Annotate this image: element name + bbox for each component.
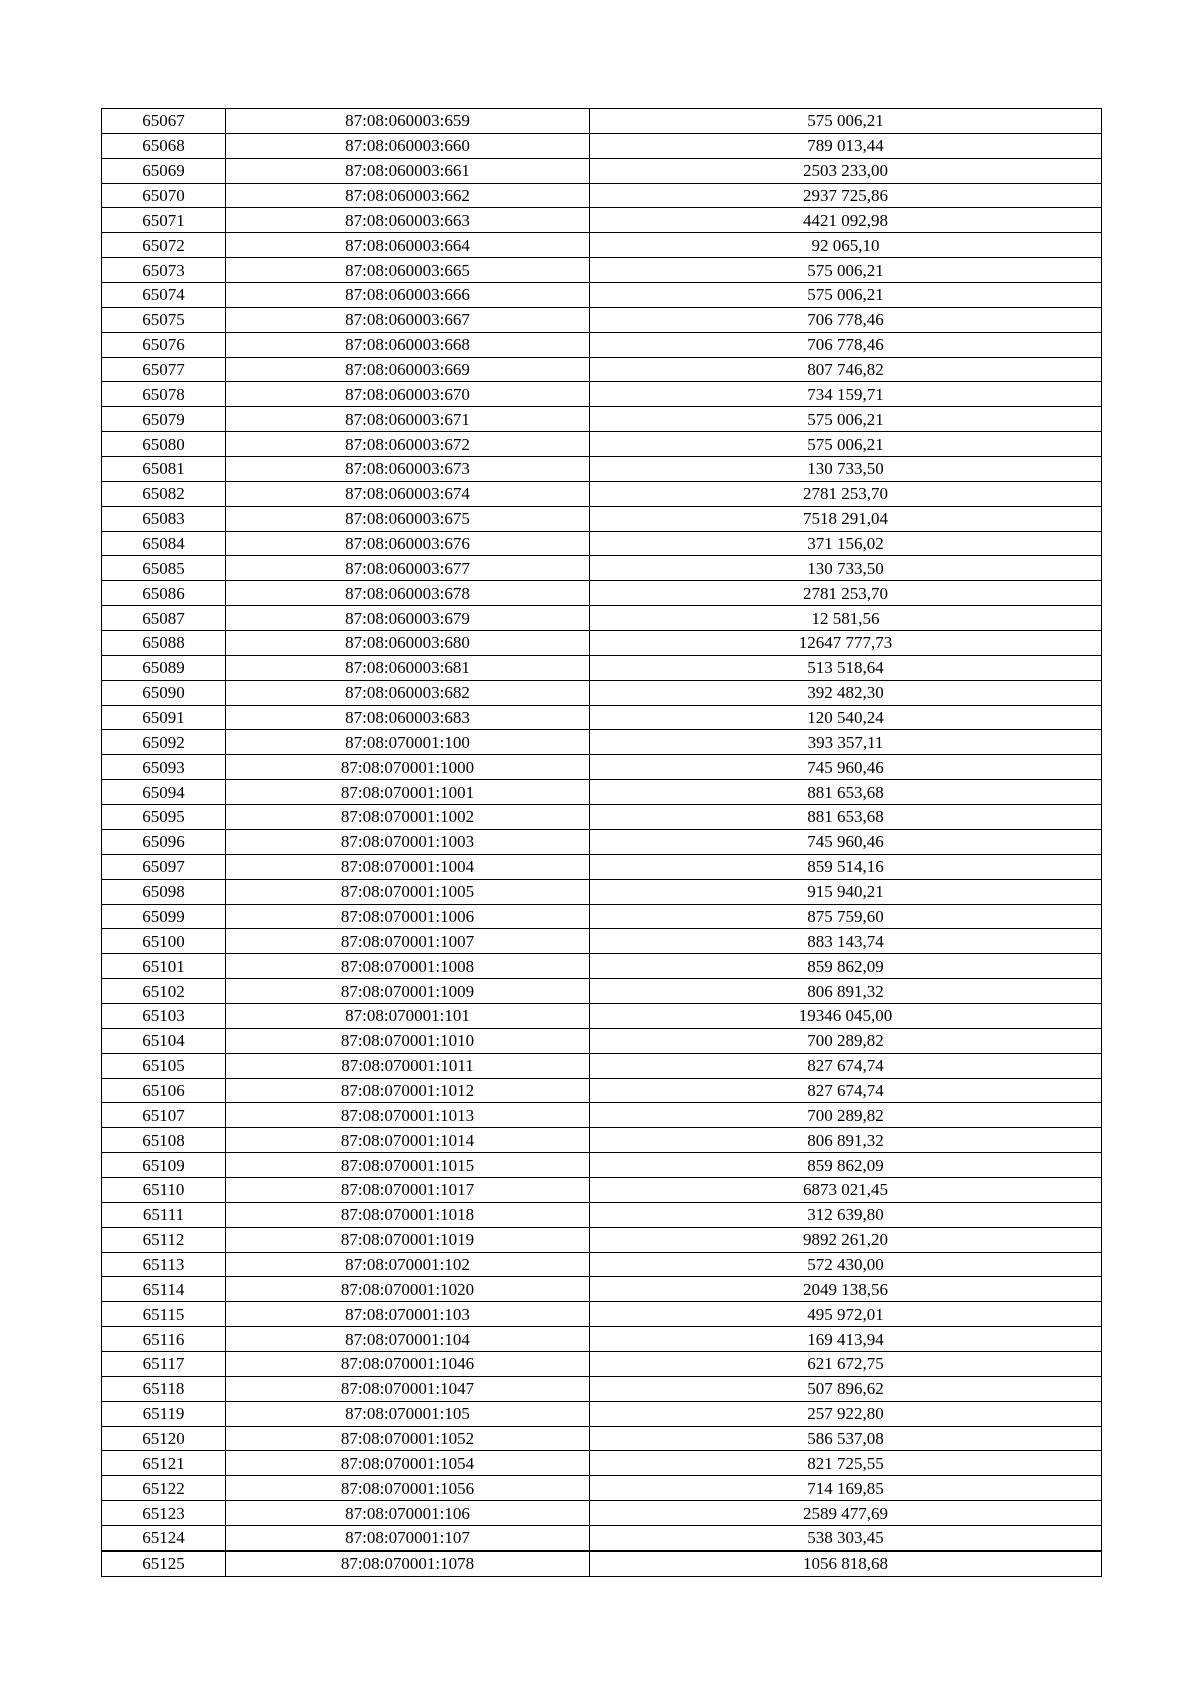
cadastral-value-cell: 575 006,21 bbox=[590, 432, 1102, 457]
row-number-cell: 65094 bbox=[102, 780, 226, 805]
cadastral-value-cell: 875 759,60 bbox=[590, 904, 1102, 929]
cadastral-number-cell: 87:08:060003:666 bbox=[226, 283, 590, 308]
table-row bbox=[102, 1128, 1102, 1153]
table-row bbox=[102, 283, 1102, 308]
cadastral-value-cell: 700 289,82 bbox=[590, 1103, 1102, 1128]
cadastral-value-cell: 92 065,10 bbox=[590, 233, 1102, 258]
cadastral-number-cell: 87:08:060003:682 bbox=[226, 680, 590, 705]
row-number-cell: 65112 bbox=[102, 1227, 226, 1252]
cadastral-number-cell: 87:08:060003:679 bbox=[226, 606, 590, 631]
row-number-cell: 65067 bbox=[102, 109, 226, 134]
table-row bbox=[102, 432, 1102, 457]
table-row bbox=[102, 1078, 1102, 1103]
cadastral-value-cell: 859 514,16 bbox=[590, 854, 1102, 879]
cadastral-value-cell: 915 940,21 bbox=[590, 879, 1102, 904]
table-row bbox=[102, 109, 1102, 134]
cadastral-number-cell: 87:08:070001:1014 bbox=[226, 1128, 590, 1153]
table-row bbox=[102, 1327, 1102, 1352]
cadastral-number-cell: 87:08:060003:678 bbox=[226, 581, 590, 606]
row-number-cell: 65087 bbox=[102, 606, 226, 631]
row-number-cell: 65122 bbox=[102, 1476, 226, 1501]
cadastral-number-cell: 87:08:070001:104 bbox=[226, 1327, 590, 1352]
table-row bbox=[102, 805, 1102, 830]
row-number-cell: 65071 bbox=[102, 208, 226, 233]
table-row bbox=[102, 904, 1102, 929]
row-number-cell: 65113 bbox=[102, 1252, 226, 1277]
cadastral-value-cell: 827 674,74 bbox=[590, 1078, 1102, 1103]
cadastral-value-cell: 745 960,46 bbox=[590, 829, 1102, 854]
cadastral-value-cell: 575 006,21 bbox=[590, 283, 1102, 308]
row-number-cell: 65088 bbox=[102, 631, 226, 656]
row-number-cell: 65084 bbox=[102, 531, 226, 556]
row-number-cell: 65076 bbox=[102, 332, 226, 357]
table-row bbox=[102, 183, 1102, 208]
row-number-cell: 65082 bbox=[102, 481, 226, 506]
row-number-cell: 65107 bbox=[102, 1103, 226, 1128]
cadastral-number-cell: 87:08:060003:667 bbox=[226, 307, 590, 332]
cadastral-value-cell: 2781 253,70 bbox=[590, 481, 1102, 506]
row-number-cell: 65101 bbox=[102, 954, 226, 979]
cadastral-number-cell: 87:08:070001:1001 bbox=[226, 780, 590, 805]
cadastral-number-cell: 87:08:060003:659 bbox=[226, 109, 590, 134]
row-number-cell: 65077 bbox=[102, 357, 226, 382]
row-number-cell: 65111 bbox=[102, 1202, 226, 1227]
cadastral-value-cell: 859 862,09 bbox=[590, 1153, 1102, 1178]
row-number-cell: 65104 bbox=[102, 1028, 226, 1053]
table-row bbox=[102, 1202, 1102, 1227]
row-number-cell: 65121 bbox=[102, 1451, 226, 1476]
cadastral-value-cell: 2049 138,56 bbox=[590, 1277, 1102, 1302]
table-row bbox=[102, 979, 1102, 1004]
cadastral-number-cell: 87:08:060003:680 bbox=[226, 631, 590, 656]
cadastral-number-cell: 87:08:060003:672 bbox=[226, 432, 590, 457]
row-number-cell: 65091 bbox=[102, 705, 226, 730]
cadastral-number-cell: 87:08:060003:673 bbox=[226, 457, 590, 482]
cadastral-value-cell: 2937 725,86 bbox=[590, 183, 1102, 208]
row-number-cell: 65089 bbox=[102, 655, 226, 680]
cadastral-number-cell: 87:08:070001:1008 bbox=[226, 954, 590, 979]
cadastral-value-cell: 12647 777,73 bbox=[590, 631, 1102, 656]
cadastral-number-cell: 87:08:060003:670 bbox=[226, 382, 590, 407]
table-row bbox=[102, 879, 1102, 904]
table-row bbox=[102, 655, 1102, 680]
row-number-cell: 65115 bbox=[102, 1302, 226, 1327]
table-body bbox=[102, 109, 1102, 1577]
row-number-cell: 65086 bbox=[102, 581, 226, 606]
cadastral-number-cell: 87:08:060003:661 bbox=[226, 158, 590, 183]
row-number-cell: 65081 bbox=[102, 457, 226, 482]
cadastral-value-cell: 4421 092,98 bbox=[590, 208, 1102, 233]
table-row bbox=[102, 1476, 1102, 1501]
table-row bbox=[102, 506, 1102, 531]
row-number-cell: 65073 bbox=[102, 258, 226, 283]
table-row bbox=[102, 481, 1102, 506]
cadastral-value-cell: 2503 233,00 bbox=[590, 158, 1102, 183]
cadastral-number-cell: 87:08:070001:1056 bbox=[226, 1476, 590, 1501]
cadastral-number-cell: 87:08:060003:671 bbox=[226, 407, 590, 432]
row-number-cell: 65080 bbox=[102, 432, 226, 457]
cadastral-value-cell: 621 672,75 bbox=[590, 1351, 1102, 1376]
table-row bbox=[102, 332, 1102, 357]
row-number-cell: 65119 bbox=[102, 1401, 226, 1426]
table-row bbox=[102, 357, 1102, 382]
cadastral-number-cell: 87:08:070001:101 bbox=[226, 1003, 590, 1028]
row-number-cell: 65116 bbox=[102, 1327, 226, 1352]
cadastral-value-cell: 700 289,82 bbox=[590, 1028, 1102, 1053]
cadastral-number-cell: 87:08:070001:1002 bbox=[226, 805, 590, 830]
table-row bbox=[102, 1153, 1102, 1178]
cadastral-value-cell: 312 639,80 bbox=[590, 1202, 1102, 1227]
cadastral-value-cell: 130 733,50 bbox=[590, 457, 1102, 482]
cadastral-number-cell: 87:08:060003:663 bbox=[226, 208, 590, 233]
table-row bbox=[102, 1227, 1102, 1252]
cadastral-value-cell: 821 725,55 bbox=[590, 1451, 1102, 1476]
table-row bbox=[102, 1053, 1102, 1078]
row-number-cell: 65118 bbox=[102, 1376, 226, 1401]
cadastral-value-cell: 371 156,02 bbox=[590, 531, 1102, 556]
cadastral-value-cell: 789 013,44 bbox=[590, 133, 1102, 158]
table-row bbox=[102, 233, 1102, 258]
row-number-cell: 65075 bbox=[102, 307, 226, 332]
cadastral-value-cell: 513 518,64 bbox=[590, 655, 1102, 680]
row-number-cell: 65102 bbox=[102, 979, 226, 1004]
cadastral-number-cell: 87:08:070001:1015 bbox=[226, 1153, 590, 1178]
cadastral-number-cell: 87:08:070001:105 bbox=[226, 1401, 590, 1426]
cadastral-value-cell: 806 891,32 bbox=[590, 979, 1102, 1004]
cadastral-value-cell: 881 653,68 bbox=[590, 780, 1102, 805]
row-number-cell: 65092 bbox=[102, 730, 226, 755]
row-number-cell: 65093 bbox=[102, 755, 226, 780]
table-row bbox=[102, 1351, 1102, 1376]
row-number-cell: 65078 bbox=[102, 382, 226, 407]
cadastral-value-cell: 572 430,00 bbox=[590, 1252, 1102, 1277]
cadastral-number-cell: 87:08:060003:674 bbox=[226, 481, 590, 506]
cadastral-number-cell: 87:08:070001:1018 bbox=[226, 1202, 590, 1227]
cadastral-value-cell: 1056 818,68 bbox=[590, 1551, 1102, 1576]
cadastral-number-cell: 87:08:060003:677 bbox=[226, 556, 590, 581]
cadastral-number-cell: 87:08:070001:1019 bbox=[226, 1227, 590, 1252]
cadastral-value-cell: 714 169,85 bbox=[590, 1476, 1102, 1501]
cadastral-number-cell: 87:08:070001:1052 bbox=[226, 1426, 590, 1451]
row-number-cell: 65103 bbox=[102, 1003, 226, 1028]
cadastral-value-cell: 507 896,62 bbox=[590, 1376, 1102, 1401]
cadastral-number-cell: 87:08:070001:107 bbox=[226, 1525, 590, 1550]
table-row bbox=[102, 705, 1102, 730]
cadastral-number-cell: 87:08:070001:1003 bbox=[226, 829, 590, 854]
cadastral-value-cell: 575 006,21 bbox=[590, 258, 1102, 283]
cadastral-number-cell: 87:08:070001:1047 bbox=[226, 1376, 590, 1401]
cadastral-value-table bbox=[101, 108, 1102, 1577]
row-number-cell: 65090 bbox=[102, 680, 226, 705]
cadastral-value-cell: 706 778,46 bbox=[590, 332, 1102, 357]
table-row bbox=[102, 208, 1102, 233]
cadastral-value-cell: 19346 045,00 bbox=[590, 1003, 1102, 1028]
cadastral-number-cell: 87:08:060003:668 bbox=[226, 332, 590, 357]
cadastral-value-cell: 745 960,46 bbox=[590, 755, 1102, 780]
table-row bbox=[102, 556, 1102, 581]
row-number-cell: 65105 bbox=[102, 1053, 226, 1078]
table-row bbox=[102, 1003, 1102, 1028]
cadastral-value-cell: 9892 261,20 bbox=[590, 1227, 1102, 1252]
cadastral-number-cell: 87:08:060003:681 bbox=[226, 655, 590, 680]
cadastral-number-cell: 87:08:070001:1020 bbox=[226, 1277, 590, 1302]
cadastral-value-cell: 2781 253,70 bbox=[590, 581, 1102, 606]
cadastral-value-cell: 6873 021,45 bbox=[590, 1177, 1102, 1202]
cadastral-value-cell: 2589 477,69 bbox=[590, 1501, 1102, 1526]
row-number-cell: 65108 bbox=[102, 1128, 226, 1153]
cadastral-number-cell: 87:08:070001:1007 bbox=[226, 929, 590, 954]
table-row bbox=[102, 531, 1102, 556]
cadastral-number-cell: 87:08:070001:1012 bbox=[226, 1078, 590, 1103]
table-row bbox=[102, 1028, 1102, 1053]
table-row bbox=[102, 1551, 1102, 1576]
cadastral-value-cell: 734 159,71 bbox=[590, 382, 1102, 407]
cadastral-value-cell: 538 303,45 bbox=[590, 1525, 1102, 1550]
cadastral-number-cell: 87:08:070001:1054 bbox=[226, 1451, 590, 1476]
cadastral-number-cell: 87:08:070001:1010 bbox=[226, 1028, 590, 1053]
table-row bbox=[102, 581, 1102, 606]
cadastral-value-cell: 575 006,21 bbox=[590, 407, 1102, 432]
cadastral-value-cell: 120 540,24 bbox=[590, 705, 1102, 730]
row-number-cell: 65074 bbox=[102, 283, 226, 308]
table-row bbox=[102, 1177, 1102, 1202]
cadastral-number-cell: 87:08:070001:1017 bbox=[226, 1177, 590, 1202]
row-number-cell: 65068 bbox=[102, 133, 226, 158]
row-number-cell: 65109 bbox=[102, 1153, 226, 1178]
table-row bbox=[102, 407, 1102, 432]
cadastral-number-cell: 87:08:060003:683 bbox=[226, 705, 590, 730]
cadastral-number-cell: 87:08:060003:665 bbox=[226, 258, 590, 283]
row-number-cell: 65125 bbox=[102, 1551, 226, 1576]
table-row bbox=[102, 1451, 1102, 1476]
row-number-cell: 65097 bbox=[102, 854, 226, 879]
cadastral-value-cell: 827 674,74 bbox=[590, 1053, 1102, 1078]
row-number-cell: 65096 bbox=[102, 829, 226, 854]
cadastral-number-cell: 87:08:070001:1013 bbox=[226, 1103, 590, 1128]
row-number-cell: 65106 bbox=[102, 1078, 226, 1103]
cadastral-value-cell: 706 778,46 bbox=[590, 307, 1102, 332]
table-row bbox=[102, 1103, 1102, 1128]
row-number-cell: 65100 bbox=[102, 929, 226, 954]
row-number-cell: 65069 bbox=[102, 158, 226, 183]
table-row bbox=[102, 680, 1102, 705]
table-row bbox=[102, 829, 1102, 854]
cadastral-number-cell: 87:08:070001:1000 bbox=[226, 755, 590, 780]
row-number-cell: 65098 bbox=[102, 879, 226, 904]
row-number-cell: 65079 bbox=[102, 407, 226, 432]
row-number-cell: 65117 bbox=[102, 1351, 226, 1376]
cadastral-value-cell: 495 972,01 bbox=[590, 1302, 1102, 1327]
cadastral-value-cell: 130 733,50 bbox=[590, 556, 1102, 581]
cadastral-value-cell: 393 357,11 bbox=[590, 730, 1102, 755]
cadastral-number-cell: 87:08:070001:1006 bbox=[226, 904, 590, 929]
cadastral-number-cell: 87:08:070001:103 bbox=[226, 1302, 590, 1327]
table-row bbox=[102, 854, 1102, 879]
cadastral-value-cell: 257 922,80 bbox=[590, 1401, 1102, 1426]
row-number-cell: 65124 bbox=[102, 1525, 226, 1550]
row-number-cell: 65099 bbox=[102, 904, 226, 929]
row-number-cell: 65095 bbox=[102, 805, 226, 830]
table-row bbox=[102, 1376, 1102, 1401]
row-number-cell: 65085 bbox=[102, 556, 226, 581]
table-row bbox=[102, 1277, 1102, 1302]
table-row bbox=[102, 1302, 1102, 1327]
cadastral-value-cell: 883 143,74 bbox=[590, 929, 1102, 954]
row-number-cell: 65072 bbox=[102, 233, 226, 258]
table-row bbox=[102, 954, 1102, 979]
row-number-cell: 65114 bbox=[102, 1277, 226, 1302]
cadastral-value-cell: 575 006,21 bbox=[590, 109, 1102, 134]
cadastral-value-cell: 586 537,08 bbox=[590, 1426, 1102, 1451]
cadastral-number-cell: 87:08:070001:1005 bbox=[226, 879, 590, 904]
cadastral-number-cell: 87:08:070001:1046 bbox=[226, 1351, 590, 1376]
table-row bbox=[102, 133, 1102, 158]
cadastral-value-cell: 806 891,32 bbox=[590, 1128, 1102, 1153]
table-row bbox=[102, 929, 1102, 954]
table-row bbox=[102, 631, 1102, 656]
row-number-cell: 65120 bbox=[102, 1426, 226, 1451]
table-row bbox=[102, 1401, 1102, 1426]
table-row bbox=[102, 258, 1102, 283]
cadastral-number-cell: 87:08:070001:1011 bbox=[226, 1053, 590, 1078]
cadastral-value-cell: 881 653,68 bbox=[590, 805, 1102, 830]
cadastral-number-cell: 87:08:070001:102 bbox=[226, 1252, 590, 1277]
cadastral-number-cell: 87:08:060003:675 bbox=[226, 506, 590, 531]
row-number-cell: 65083 bbox=[102, 506, 226, 531]
cadastral-value-cell: 807 746,82 bbox=[590, 357, 1102, 382]
table-row bbox=[102, 382, 1102, 407]
cadastral-value-cell: 392 482,30 bbox=[590, 680, 1102, 705]
table-row bbox=[102, 1501, 1102, 1526]
table-row bbox=[102, 730, 1102, 755]
cadastral-number-cell: 87:08:070001:100 bbox=[226, 730, 590, 755]
cadastral-number-cell: 87:08:070001:1009 bbox=[226, 979, 590, 1004]
table-row bbox=[102, 307, 1102, 332]
cadastral-value-cell: 169 413,94 bbox=[590, 1327, 1102, 1352]
cadastral-value-cell: 7518 291,04 bbox=[590, 506, 1102, 531]
row-number-cell: 65123 bbox=[102, 1501, 226, 1526]
table-row bbox=[102, 606, 1102, 631]
table-row bbox=[102, 1252, 1102, 1277]
table-row bbox=[102, 1525, 1102, 1550]
table-row bbox=[102, 457, 1102, 482]
cadastral-number-cell: 87:08:070001:1078 bbox=[226, 1551, 590, 1576]
cadastral-number-cell: 87:08:070001:1004 bbox=[226, 854, 590, 879]
cadastral-number-cell: 87:08:060003:660 bbox=[226, 133, 590, 158]
cadastral-number-cell: 87:08:060003:669 bbox=[226, 357, 590, 382]
cadastral-number-cell: 87:08:060003:676 bbox=[226, 531, 590, 556]
table-row bbox=[102, 1426, 1102, 1451]
table-row bbox=[102, 755, 1102, 780]
cadastral-value-cell: 859 862,09 bbox=[590, 954, 1102, 979]
table-row bbox=[102, 158, 1102, 183]
row-number-cell: 65110 bbox=[102, 1177, 226, 1202]
cadastral-number-cell: 87:08:060003:664 bbox=[226, 233, 590, 258]
row-number-cell: 65070 bbox=[102, 183, 226, 208]
cadastral-value-cell: 12 581,56 bbox=[590, 606, 1102, 631]
table-row bbox=[102, 780, 1102, 805]
cadastral-number-cell: 87:08:060003:662 bbox=[226, 183, 590, 208]
cadastral-number-cell: 87:08:070001:106 bbox=[226, 1501, 590, 1526]
